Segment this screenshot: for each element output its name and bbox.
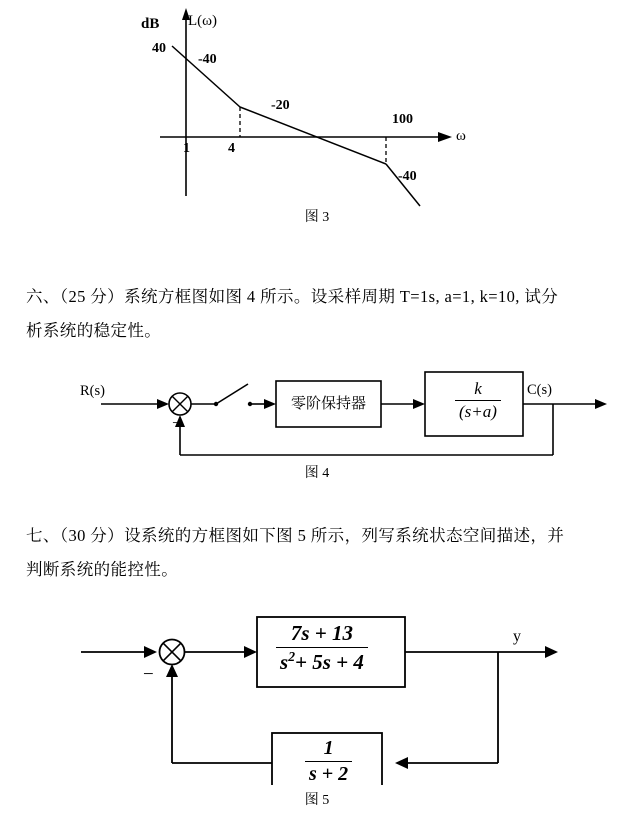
question-6-line-2: 析系统的稳定性。 [26, 321, 162, 340]
figure-5-feedback-denominator: s + 2 [309, 763, 349, 785]
figure-3-x-axis-name: ω [456, 128, 466, 144]
figure-5-output-label: y [513, 628, 521, 645]
figure-3-bode-plot [0, 0, 634, 240]
figure-5-sum-sign: − [143, 664, 154, 685]
figure-3-svg [0, 0, 634, 220]
figure-4-input-label: R(s) [80, 383, 105, 399]
figure-4-sum-sign: − [172, 415, 182, 432]
figure-3-y-axis-unit: dB [141, 16, 160, 32]
question-6-line-1: 六、（25 分）系统方框图如图 4 所示。设采样周期 T=1s, a=1, k=10, 试分 [26, 287, 559, 306]
figure-5-block-diagram [0, 600, 634, 795]
figure-3-label-tick-1: 1 [183, 141, 190, 156]
figure-5-forward-transfer-function [276, 621, 368, 675]
question-7-line-2: 判断系统的能控性。 [26, 560, 179, 579]
figure-3-caption: 图 3 [304, 210, 330, 225]
figure-4-zoh-block-label: 零阶保持器 [291, 396, 367, 412]
figure-5-caption: 图 5 [304, 793, 330, 808]
figure-5-forward-denominator [276, 648, 368, 675]
figure-5-feedback-transfer-function [305, 737, 352, 786]
figure-4-plant-numerator: k [455, 379, 501, 401]
figure-4-plant-denominator: (s+a) [459, 402, 497, 421]
figure-5-forward-den-b: + 5s + 4 [295, 650, 364, 674]
figure-4-plant-block-label [455, 379, 501, 422]
figure-3-y-axis-name: L(ω) [188, 13, 218, 29]
figure-3-label-slope-3: -40 [398, 169, 417, 184]
figure-3-label-slope-2: -20 [271, 98, 290, 113]
figure-4-svg [0, 358, 634, 473]
question-7-line-1: 七、（30 分）设系统的方框图如下图 5 所示，列写系统状态空间描述，并 [26, 526, 565, 545]
figure-3-label-tick-4: 4 [228, 141, 235, 156]
figure-5-feedback-numerator: 1 [305, 737, 352, 762]
figure-3-label-start-gain: 40 [152, 41, 166, 56]
figure-4-caption: 图 4 [304, 466, 330, 481]
figure-4-output-label: C(s) [527, 382, 552, 398]
figure-3-label-tick-100: 100 [392, 112, 413, 127]
figure-5-forward-den-a: s [280, 650, 289, 674]
figure-5-forward-numerator: 7s + 13 [276, 621, 368, 648]
figure-5-forward-den-exponent: 2 [288, 649, 296, 664]
figure-3-label-slope-1: -40 [198, 52, 217, 67]
